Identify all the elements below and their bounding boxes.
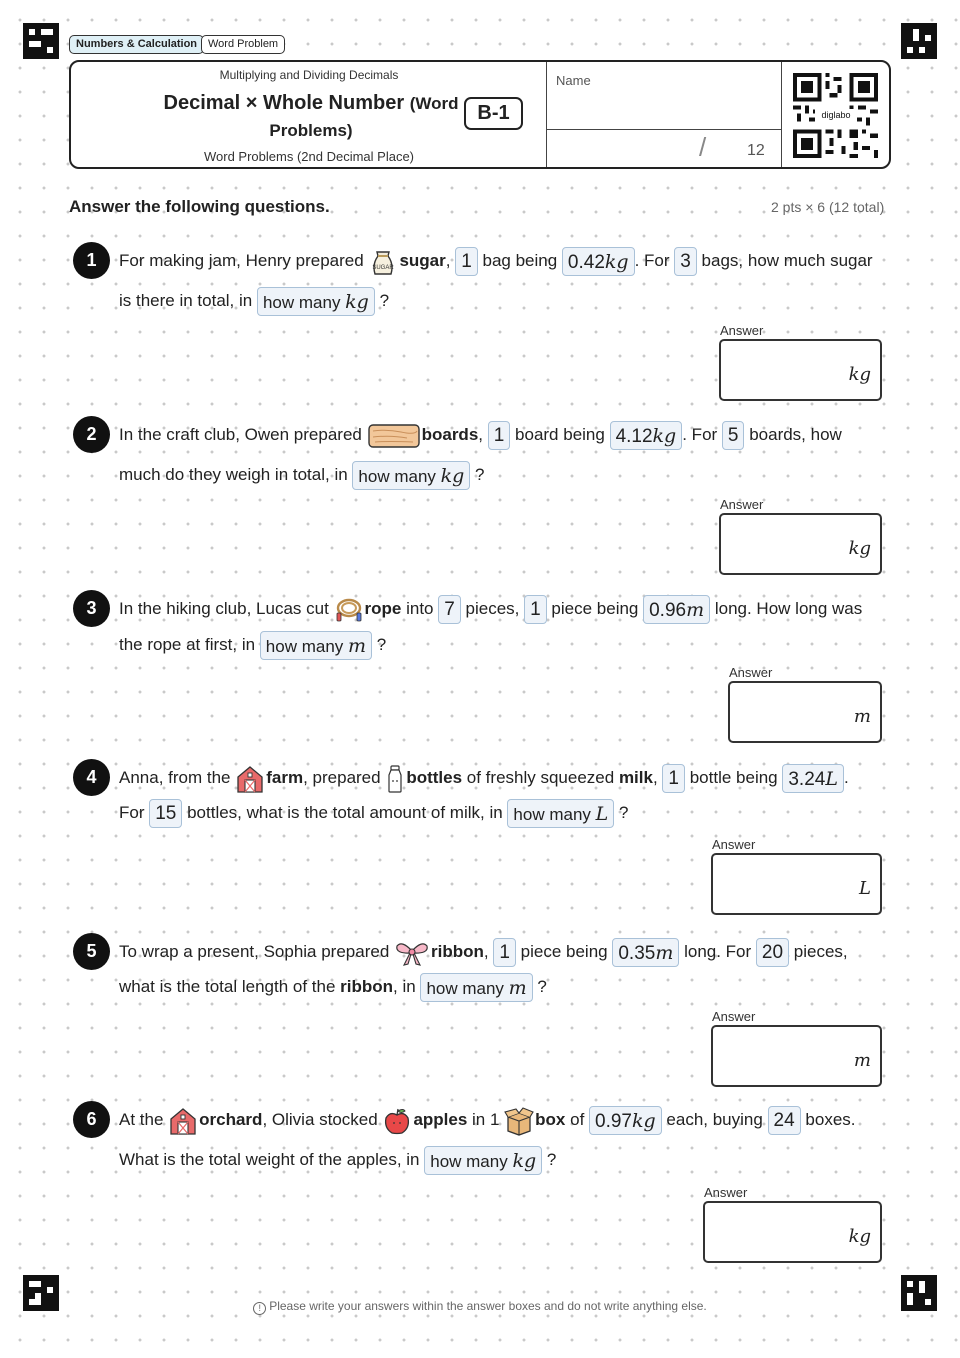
- apple-icon: [382, 1106, 412, 1136]
- header-divider: [546, 62, 547, 167]
- answer-box-5[interactable]: m: [711, 1025, 882, 1087]
- type-tag: Word Problem: [201, 35, 285, 54]
- corner-marker-top-right: [901, 23, 937, 59]
- wood-board-icon: [367, 421, 421, 451]
- answer-label: Answer: [729, 665, 773, 680]
- answer-label: Answer: [720, 497, 764, 512]
- answer-box-3[interactable]: m: [728, 681, 882, 743]
- milk-bottle-icon: [385, 764, 405, 794]
- info-icon: !: [253, 1302, 266, 1315]
- worksheet-subtitle: Word Problems (2nd Decimal Place): [204, 149, 414, 164]
- corner-marker-top-left: [23, 23, 59, 59]
- instruction-text: Answer the following questions.: [69, 197, 330, 216]
- answer-box-6[interactable]: kg: [703, 1201, 882, 1263]
- footer-note: ! Please write your answers within the answer boxes and do not write anything else.: [0, 1299, 960, 1315]
- question-number: 6: [73, 1101, 110, 1138]
- barn-icon: [235, 764, 265, 794]
- answer-box-2[interactable]: kg: [719, 513, 882, 575]
- question-1-line-2: is there in total, in how many kg ?: [119, 284, 389, 318]
- answer-box-1[interactable]: kg: [719, 339, 882, 401]
- header-divider: [546, 129, 782, 130]
- question-4-line-1: Anna, from the farm, prepared bottles of freshly squeezed milk, 1 bottle being 3.24L .: [119, 761, 849, 795]
- barn-icon: [168, 1106, 198, 1136]
- question-1-line-1: For making jam, Henry prepared SUGAR sugar, 1 bag being 0.42kg . For 3 bags, how much sugar: [119, 244, 873, 278]
- question-3-line-1: In the hiking club, Lucas cut rope into 7 pieces, 1 piece being 0.96m long. How long was: [119, 592, 862, 626]
- points-info: 2 pts × 6 (12 total): [771, 199, 885, 215]
- question-2-line-2: much do they weigh in total, in how many kg ?: [119, 458, 485, 492]
- qr-label: diglabo: [815, 109, 857, 122]
- answer-label: Answer: [720, 323, 764, 338]
- score-slash: /: [699, 132, 707, 162]
- question-3-line-2: the rope at first, in how many m ?: [119, 628, 386, 662]
- question-2-line-1: In the craft club, Owen prepared boards, 1 board being 4.12kg . For 5 boards, how: [119, 418, 842, 452]
- question-number: 3: [73, 590, 110, 627]
- name-field-label: Name: [556, 73, 591, 88]
- header-divider: [781, 62, 782, 167]
- worksheet-header: [69, 60, 891, 169]
- question-6-line-1: At the orchard, Olivia stocked apples in 1 box of 0.97kg each, buying 24 boxes.: [119, 1103, 856, 1137]
- unit-title: Multiplying and Dividing Decimals: [219, 68, 399, 82]
- box-icon: [504, 1106, 534, 1136]
- answer-label: Answer: [712, 837, 756, 852]
- question-number: 5: [73, 933, 110, 970]
- answer-label: Answer: [712, 1009, 756, 1024]
- ribbon-bow-icon: [394, 938, 430, 968]
- question-number: 2: [73, 416, 110, 453]
- score-total: 12: [747, 142, 765, 159]
- question-5-line-2: what is the total length of the ribbon, in how many m ?: [119, 970, 547, 1004]
- question-number: 4: [73, 759, 110, 796]
- rope-icon: [334, 595, 364, 625]
- worksheet-title: Decimal × Whole Number (Word Problems): [163, 92, 459, 140]
- category-tag: Numbers & Calculation: [69, 35, 204, 54]
- worksheet-code: B-1: [464, 97, 523, 130]
- svg-text:SUGAR: SUGAR: [372, 264, 395, 271]
- sugar-bag-icon: [368, 247, 398, 277]
- answer-label: Answer: [704, 1185, 748, 1200]
- question-5-line-1: To wrap a present, Sophia prepared ribbon, 1 piece being 0.35m long. For 20 pieces,: [119, 935, 848, 969]
- question-4-line-2: For 15 bottles, what is the total amount of milk, in how many L ?: [119, 796, 628, 830]
- question-6-line-2: What is the total weight of the apples, in how many kg ?: [119, 1143, 556, 1177]
- question-number: 1: [73, 242, 110, 279]
- answer-box-4[interactable]: L: [711, 853, 882, 915]
